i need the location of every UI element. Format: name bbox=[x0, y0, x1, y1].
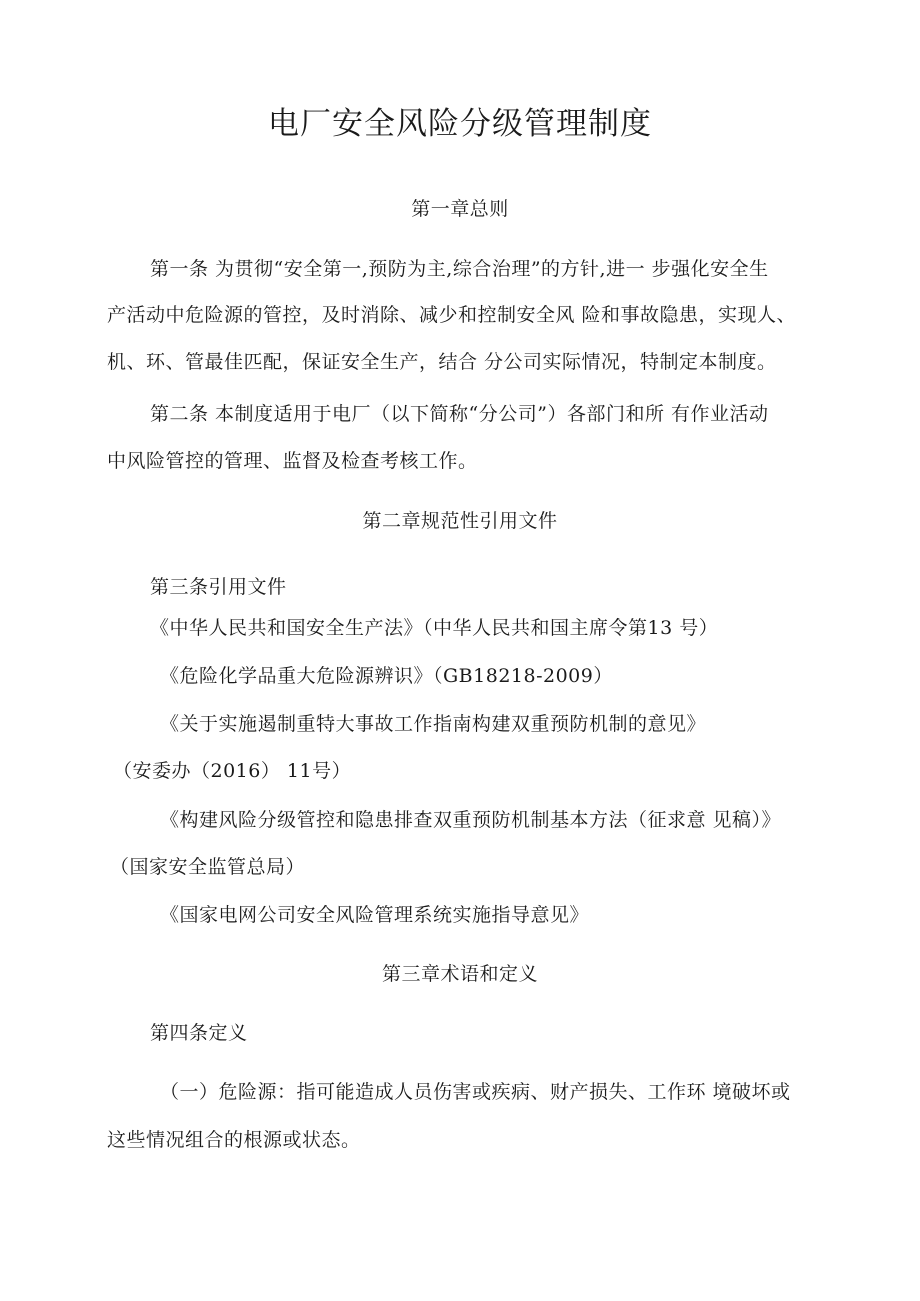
chapter-1-heading: 第一章总则 bbox=[411, 198, 509, 220]
chapter-2-heading: 第二章规范性引用文件 bbox=[362, 510, 558, 532]
reference-item: 《国家电网公司安全风险管理系统实施指导意见》 bbox=[160, 904, 590, 926]
reference-item: 《构建风险分级管控和隐患排查双重预防机制基本方法（征求意 见稿）》 bbox=[160, 809, 782, 831]
article-2-line-1: 第二条 本制度适用于电厂（以下简称“分公司”）各部门和所 有作业活动 bbox=[150, 403, 769, 425]
reference-item: 《危险化学品重大危险源辨识》（GB18218-2009） bbox=[160, 665, 613, 687]
article-2-line-2: 中风险管控的管理、监督及检查考核工作。 bbox=[107, 450, 478, 472]
article-3-heading: 第三条引用文件 bbox=[150, 576, 287, 598]
article-1-line-2: 产活动中危险源的管控，及时消除、减少和控制安全风 险和事故隐患，实现人、 bbox=[107, 304, 797, 326]
article-4-heading: 第四条定义 bbox=[150, 1022, 248, 1044]
reference-item: 《中华人民共和国安全生产法》（中华人民共和国主席令第13 号） bbox=[150, 617, 719, 639]
article-1-line-3: 机、环、管最佳匹配，保证安全生产，结合 分公司实际情况，特制定本制度。 bbox=[107, 351, 777, 373]
reference-item: 《关于实施遏制重特大事故工作指南构建双重预防机制的意见》 bbox=[160, 713, 707, 735]
article-1-line-1: 第一条 为贯彻“安全第一,预防为主,综合治理”的方针,进一 步强化安全生 bbox=[150, 258, 769, 280]
reference-item: （安委办（2016） 11号） bbox=[113, 760, 352, 782]
chapter-3-heading: 第三章术语和定义 bbox=[381, 963, 538, 985]
document-title: 电厂安全风险分级管理制度 bbox=[268, 106, 652, 142]
reference-item: （国家安全监管总局） bbox=[110, 856, 306, 878]
definition-1-line-2: 这些情况组合的根源或状态。 bbox=[107, 1129, 361, 1151]
definition-1-line-1: （一）危险源：指可能造成人员伤害或疾病、财产损失、工作环 境破坏或 bbox=[160, 1081, 791, 1103]
